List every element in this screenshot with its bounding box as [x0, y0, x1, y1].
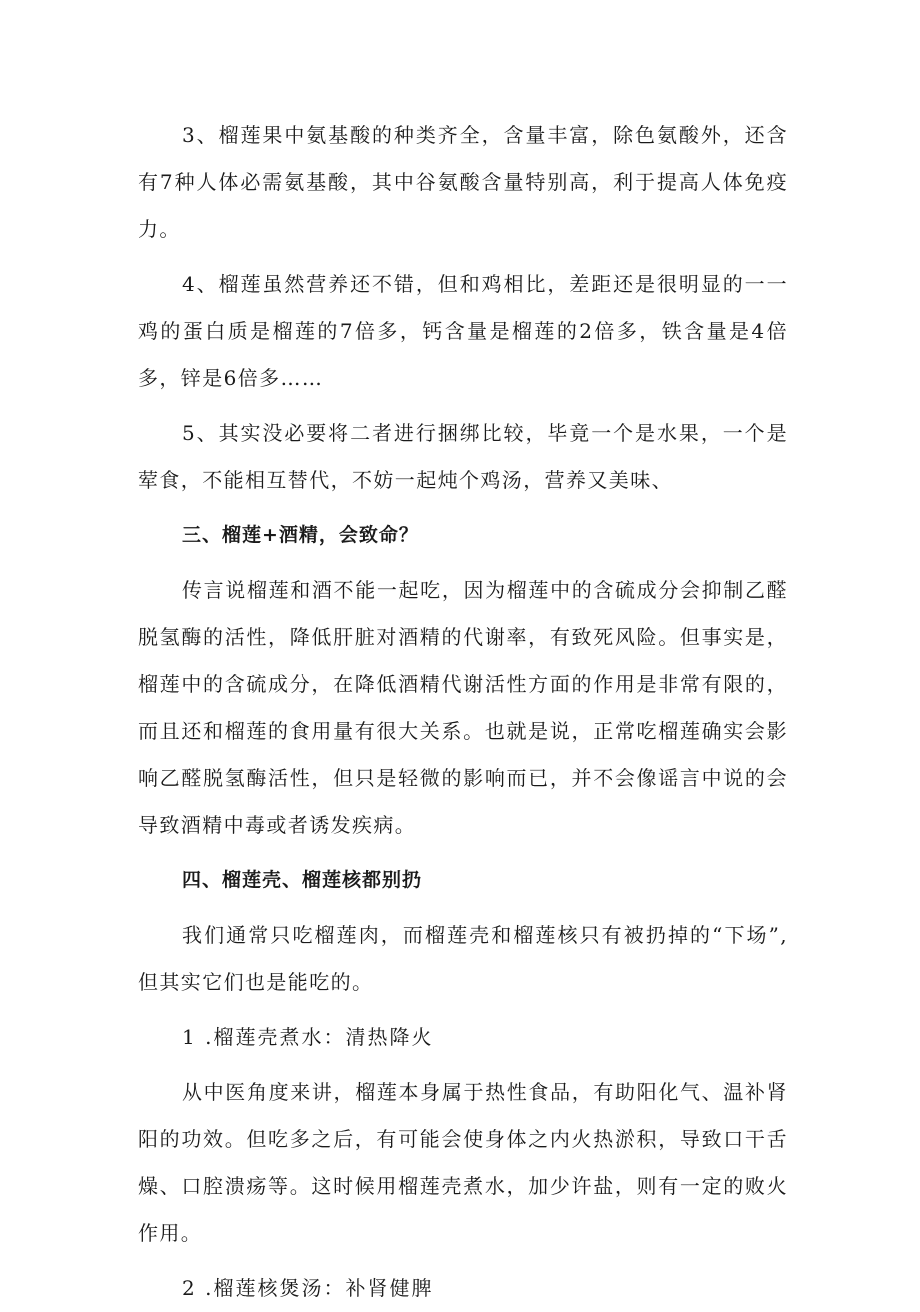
document-body	[138, 112, 788, 1312]
paragraph-chicken-comparison: 4、榴莲虽然营养还不错，但和鸡相比，差距还是很明显的一一鸡的蛋白质是榴莲的7倍多，钙含量是榴莲的2倍多，铁含量是4倍多，锌是6倍多……	[138, 272, 788, 390]
paragraph-alcohol-rumor: 传言说榴莲和酒不能一起吃，因为榴莲中的含硫成分会抑制乙醛脱氢酶的活性，降低肝脏对酒精的代谢率，有致死风险。但事实是，榴莲中的含硫成分，在降低酒精代谢活性方面的作用是非常有限的，而且还和榴莲的食用量有很大关系。也就是说，正常吃榴莲确实会影响乙醛脱氢酶活性，但只是轻微的影响而已，并不会像谣言中说的会导致酒精中毒或者诱发疾病。	[138, 578, 788, 837]
item-seed-soup: 2 .榴莲核煲汤：补肾健脾	[182, 1276, 434, 1300]
paragraph-no-need-compare: 5、其实没必要将二者进行捆绑比较，毕竟一个是水果，一个是荤食，不能相互替代，不妨一起炖个鸡汤，营养又美味、	[138, 421, 788, 492]
item-shell-boil-water: 1 .榴莲壳煮水：清热降火	[182, 1025, 434, 1049]
paragraph-shell-seed-intro: 我们通常只吃榴莲肉，而榴莲壳和榴莲核只有被扔掉的“下场”,但其实它们也是能吃的。	[138, 923, 788, 994]
paragraph-amino-acids: 3、榴莲果中氨基酸的种类齐全，含量丰富，除色氨酸外，还含有7种人体必需氨基酸，其中谷氨酸含量特别高，利于提高人体免疫力。	[138, 123, 788, 241]
section-heading-alcohol: 三、榴莲+酒精，会致命？	[182, 524, 419, 546]
section-heading-shell-seed: 四、榴莲壳、榴莲核都别扔	[182, 869, 423, 891]
paragraph-shell-tcm: 从中医角度来讲，榴莲本身属于热性食品，有助阳化气、温补肾阳的功效。但吃多之后，有可能会使身体之内火热淤积，导致口干舌燥、口腔溃疡等。这时候用榴莲壳煮水，加少许盐，则有一定的败火作用。	[138, 1080, 788, 1245]
